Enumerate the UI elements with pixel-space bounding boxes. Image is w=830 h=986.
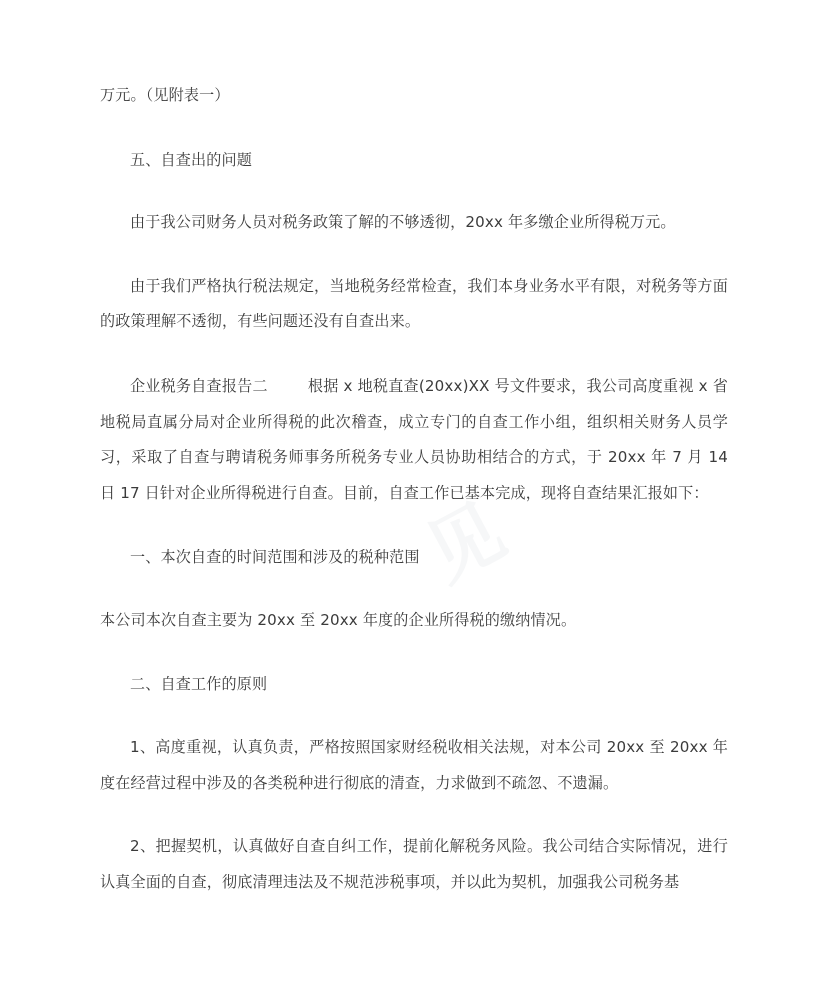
- spacer: [100, 178, 728, 205]
- paragraph-scope: 本公司本次自查主要为 20xx 至 20xx 年度的企业所得税的缴纳情况。: [100, 610, 577, 629]
- paragraph-report-two: [100, 369, 728, 511]
- spacer: [100, 801, 728, 829]
- spacer: [100, 702, 728, 730]
- document-text-body: [100, 78, 728, 901]
- heading-section-five: 五、自查出的问题: [130, 150, 252, 169]
- paragraph-principle-two: 2、把握契机，认真做好自查自纠工作，提前化解税务风险。我公司结合实际情况，进行认真全面的自查，彻底清理违法及不规范涉税事项，并以此为契机，加强我公司税务基: [100, 837, 728, 891]
- heading-section-one: 一、本次自查的时间范围和涉及的税种范围: [130, 548, 420, 567]
- paragraph-finance-staff: 由于我公司财务人员对税务政策了解的不够透彻，20xx 年多缴企业所得税万元。: [130, 213, 676, 232]
- spacer: [100, 340, 728, 369]
- paragraph-principle-one: 1、高度重视，认真负责，严格按照国家财经税收相关法规，对本公司 20xx 至 20xx 年度在经营过程中涉及的各类税种进行彻底的清查，力求做到不疏忽、不遗漏。: [100, 738, 728, 792]
- heading-section-two: 二、自查工作的原则: [130, 674, 268, 693]
- watermark-text: 见: [412, 488, 519, 599]
- paragraph-wanyuan-continuation: 万元。（见附表一）: [100, 86, 230, 104]
- report-two-title: 企业税务自查报告二: [130, 376, 268, 395]
- spacer: [100, 639, 728, 667]
- spacer: [100, 114, 728, 143]
- paragraph-strict-execution: 由于我们严格执行税法规定，当地税务经常检查，我们本身业务水平有限，对税务等方面的政策理解不透彻，有些问题还没有自查出来。: [100, 276, 728, 331]
- report-two-body: 根据 x 地税直查(20xx)XX 号文件要求，我公司高度重视 x 省地税局直属分局对企业所得税的此次稽查，成立专门的自查工作小组，组织相关财务人员学习，采取了自查与聘请税务师事务所税务专业人员协助相结合的方式，于 20xx 年 7 月 14 日 17 日针对企业所得税进行自查。目前，自查工作已基本完成，现将自查结果汇报如下：: [100, 376, 728, 502]
- spacer: [100, 576, 728, 603]
- spacer: [100, 511, 728, 540]
- spacer: [100, 241, 728, 269]
